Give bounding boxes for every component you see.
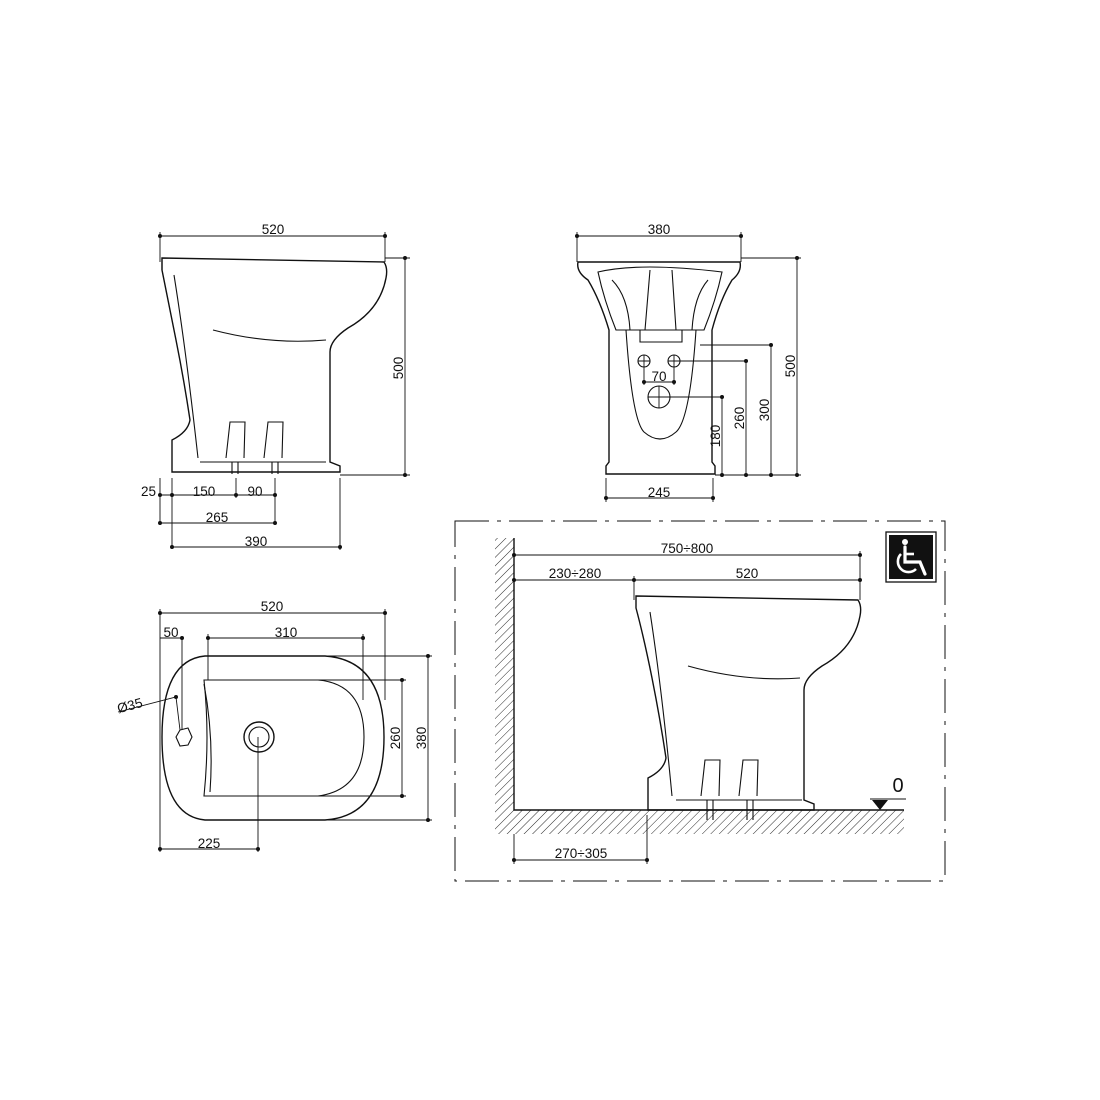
side-d2-label: 90 <box>247 484 263 499</box>
top-view <box>116 599 432 852</box>
side-inner-line <box>174 275 198 458</box>
top-dim-drain <box>160 737 258 852</box>
front-neck <box>640 330 682 342</box>
front-view <box>575 222 801 502</box>
install-floor-label: 270÷305 <box>554 846 608 861</box>
top-tap-hole <box>176 728 192 746</box>
install-body-outline <box>636 596 861 810</box>
front-bowl-outer <box>598 267 722 330</box>
side-bolt-left <box>226 422 245 458</box>
install-gap-label: 230÷280 <box>548 566 602 581</box>
front-width-label: 380 <box>647 222 671 237</box>
top-bowl-outline <box>204 680 364 796</box>
install-bowl-curve <box>688 666 800 679</box>
side-bolt-right <box>264 422 283 458</box>
front-h260-label: 260 <box>732 406 747 430</box>
side-view <box>141 222 410 550</box>
side-offset-label: 25 <box>140 484 156 499</box>
top-edge-label: 50 <box>163 625 179 640</box>
install-bolt-left <box>701 760 720 796</box>
front-h180-label: 180 <box>708 424 723 448</box>
side-d1-label: 150 <box>192 484 216 499</box>
top-outer-outline <box>162 656 384 820</box>
floor-hatch <box>514 810 904 834</box>
side-width-label: 520 <box>261 222 285 237</box>
install-bolt-right <box>739 760 758 796</box>
wheelchair-icon <box>886 532 936 582</box>
side-height-label: 500 <box>391 356 406 380</box>
front-bowl-inner <box>612 270 708 330</box>
front-back-panel <box>626 330 696 439</box>
top-hole-label: Ø35 <box>115 695 145 717</box>
wall-hatch <box>495 538 514 834</box>
front-spacing-label: 70 <box>651 369 667 384</box>
side-d4-label: 390 <box>244 534 268 549</box>
top-w260-label: 260 <box>388 726 403 750</box>
side-d3-label: 265 <box>205 510 229 525</box>
top-drain-inner <box>249 727 269 747</box>
installation-view <box>455 521 945 881</box>
front-h300-label: 300 <box>757 398 772 422</box>
top-bowl-inner <box>204 684 211 792</box>
side-bowl-curve <box>213 330 326 341</box>
top-w380-label: 380 <box>414 726 429 750</box>
level-marker-icon <box>872 800 888 810</box>
install-length-label: 520 <box>735 566 759 581</box>
top-dim-inner <box>208 634 363 700</box>
install-total-label: 750÷800 <box>660 541 714 556</box>
top-length-label: 520 <box>260 599 284 614</box>
top-inner-label: 310 <box>274 625 298 640</box>
front-base-label: 245 <box>647 485 671 500</box>
level-label: 0 <box>892 775 904 797</box>
front-height-label: 500 <box>783 354 798 378</box>
top-drain-label: 225 <box>197 836 221 851</box>
